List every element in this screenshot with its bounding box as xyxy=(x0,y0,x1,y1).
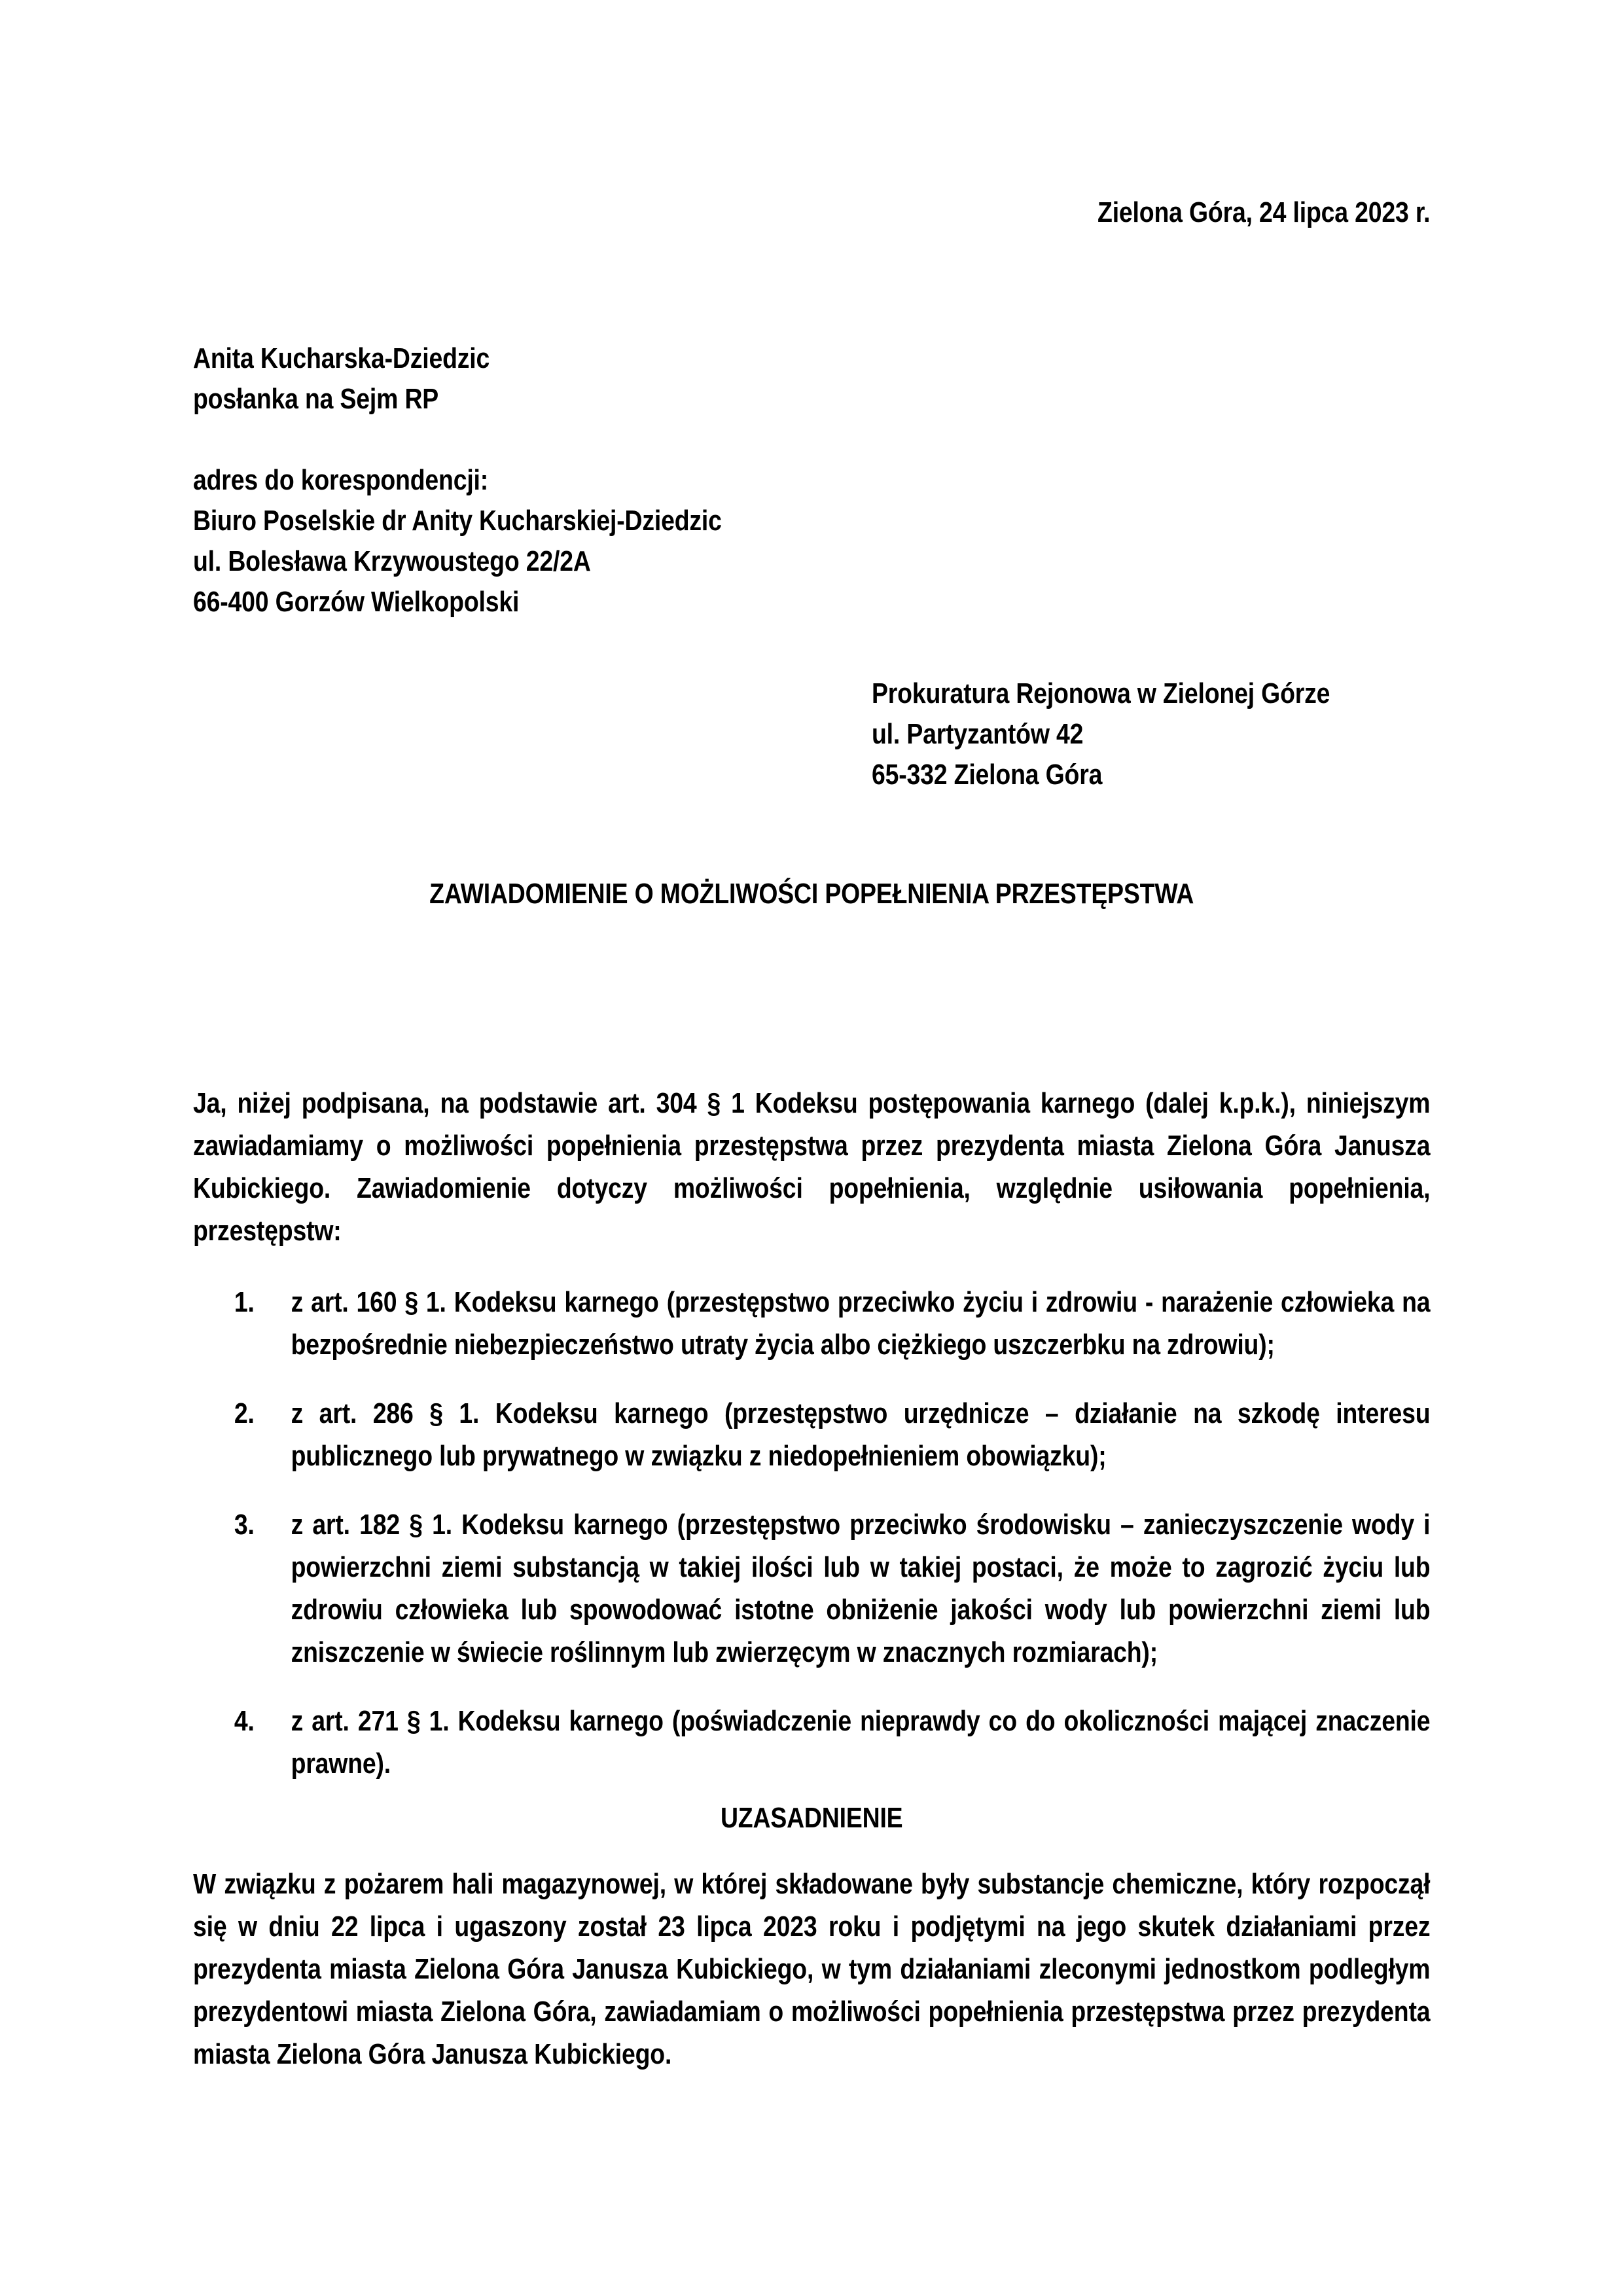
sender-address-line: ul. Bolesława Krzywoustego 22/2A xyxy=(193,545,591,577)
offense-number: 4. xyxy=(234,1705,255,1737)
offense-text: z art. 182 § 1. Kodeksu karnego (przestępstwo przeciwko środowisku – zanieczyszczenie wody i powierzchni ziemi substancją w takiej ilości lub w takiej postaci, że może to zagrozić życiu lub zdrowiu człowieka lub spowodować istotne obniżenie jakości wody lub powierzchni ziemi lub zniszczenie w świecie roślinnym lub zwierzęcym w znacznych rozmiarach); xyxy=(291,1509,1431,1668)
offense-number: 1. xyxy=(234,1286,255,1318)
offense-list xyxy=(193,1281,1430,1785)
section-heading: UZASADNIENIE xyxy=(720,1802,903,1834)
offense-item xyxy=(193,1700,1430,1785)
offense-number: 3. xyxy=(234,1509,255,1541)
body-paragraph: W związku z pożarem hali magazynowej, w której składowane były substancje chemiczne, który rozpoczął się w dniu 22 lipca i ugaszony został 23 lipca 2023 roku i podjętymi na jego skutek działaniami przez prezydenta miasta Zielona Góra Janusza Kubickiego, w tym działaniami zleconymi jednostkom podległym prezydentowi miasta Zielona Góra, zawiadamiam o możliwości popełnienia przestępstwa przez prezydenta miasta Zielona Góra Janusza Kubickiego. xyxy=(193,1868,1431,2070)
intro-paragraph: Ja, niżej podpisana, na podstawie art. 304 § 1 Kodeksu postępowania karnego (dalej k.p.k.), niniejszym zawiadamiamy o możliwości popełnienia przestępstwa przez prezydenta miasta Zielona Góra Janusza Kubickiego. Zawiadomienie dotyczy możliwości popełnienia, względnie usiłowania popełnienia, przestępstw: xyxy=(193,1087,1431,1247)
document-content xyxy=(193,0,1430,2104)
sender-role: posłanka na Sejm RP xyxy=(193,383,439,415)
recipient-line: 65-332 Zielona Góra xyxy=(872,759,1103,791)
offense-item xyxy=(193,1281,1430,1366)
offense-text: z art. 160 § 1. Kodeksu karnego (przestępstwo przeciwko życiu i zdrowiu - narażenie człowieka na bezpośrednie niebezpieczeństwo utraty życia albo ciężkiego uszczerbku na zdrowiu); xyxy=(291,1286,1431,1361)
date-line: Zielona Góra, 24 lipca 2023 r. xyxy=(1097,196,1431,228)
sender-address-line: Biuro Poselskie dr Anity Kucharskiej-Dziedzic xyxy=(193,505,722,537)
offense-text: z art. 286 § 1. Kodeksu karnego (przestępstwo urzędnicze – działanie na szkodę interesu publicznego lub prywatnego w związku z niedopełnieniem obowiązku); xyxy=(291,1397,1431,1472)
sender-address-line: 66-400 Gorzów Wielkopolski xyxy=(193,586,520,618)
offense-number: 2. xyxy=(234,1397,255,1429)
sender-block xyxy=(193,338,1430,420)
recipient-line: ul. Partyzantów 42 xyxy=(872,718,1084,750)
offense-item xyxy=(193,1503,1430,1674)
sender-address-block xyxy=(193,460,1430,622)
sender-name: Anita Kucharska-Dziedzic xyxy=(193,342,490,374)
recipient-block xyxy=(193,673,1430,795)
sender-address-label: adres do korespondencji: xyxy=(193,464,489,496)
document-title: ZAWIADOMIENIE O MOŻLIWOŚCI POPEŁNIENIA PRZESTĘPSTWA xyxy=(429,878,1194,910)
offense-item xyxy=(193,1392,1430,1477)
offense-text: z art. 271 § 1. Kodeksu karnego (poświadczenie nieprawdy co do okoliczności mającej znaczenie prawne). xyxy=(291,1705,1431,1780)
recipient-line: Prokuratura Rejonowa w Zielonej Górze xyxy=(872,677,1330,709)
